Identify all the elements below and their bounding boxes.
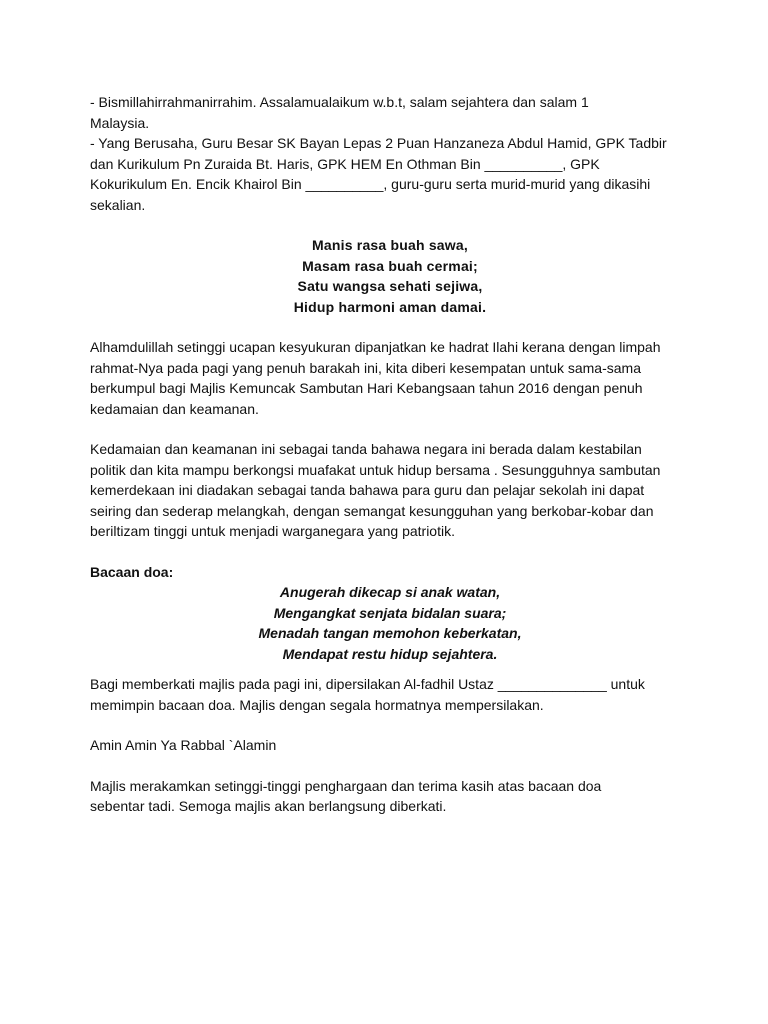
paragraph-kedamaian: Kedamaian dan keamanan ini sebagai tanda bahawa negara ini berada dalam kestabilan politik dan kita mampu berkongsi muafakat untuk hidup bersama . Sesungguhnya sambutan kemerdekaan ini diadakan sebagai tanda bahawa para guru dan pelajar sekolah ini dapat seiring dan sederap melangkah, dengan semangat kesungguhan yang berkobar-kobar dan beriltizam tinggi untuk menjadi warganegara yang patriotik. [90,441,661,539]
paragraph-jemputan-doa: Bagi memberkati majlis pada pagi ini, dipersilakan Al-fadhil Ustaz ______________ untuk memimpin bacaan doa. Majlis dengan segala hormatnya mempersilakan. [90,676,645,713]
pantun-line: Masam rasa buah cermai; [302,257,478,274]
doa-pantun-line: Anugerah dikecap si anak watan, [279,584,501,600]
paragraph-kesyukuran: Alhamdulillah setinggi ucapan kesyukuran dipanjatkan ke hadrat Ilahi kerana dengan limpah rahmat-Nya pada pagi yang penuh barakah ini, kita diberi kesempatan untuk sama-sama berkumpul bagi Majlis Kemuncak Sambutan Hari Kebangsaan tahun 2016 dengan penuh kedamaian dan keamanan. [90,339,661,417]
doa-pantun [90,582,690,664]
doa-pantun-line: Menadah tangan memohon keberkatan, [258,625,522,641]
doa-pantun-line: Mengangkat senjata bidalan suara; [273,604,507,621]
document-page [90,92,690,817]
opening-line-salam: - Bismillahirrahmanirrahim. Assalamualaikum w.b.t, salam sejahtera dan salam 1 Malaysia. [90,94,589,131]
pantun-line: Hidup harmoni aman damai. [293,298,487,315]
opening-line-greetings: - Yang Berusaha, Guru Besar SK Bayan Lepas 2 Puan Hanzaneza Abdul Hamid, GPK Tadbir dan Kurikulum Pn Zuraida Bt. Haris, GPK HEM En Othman Bin __________, GPK Kokurikulum En. Encik Khairol Bin __________, guru-guru serta murid-murid yang dikasihi sekalian. [90,135,667,213]
paragraph-penghargaan: Majlis merakamkan setinggi-tinggi penghargaan dan terima kasih atas bacaan doa sebentar tadi. Semoga majlis akan berlangsung diberkati. [90,777,602,814]
opening-pantun [90,235,690,317]
amin-line: Amin Amin Ya Rabbal `Alamin [90,737,277,753]
pantun-line: Satu wangsa sehati sejiwa, [297,278,483,294]
doa-pantun-line: Mendapat restu hidup sejahtera. [282,645,498,662]
pantun-line: Manis rasa buah sawa, [312,237,468,253]
doa-heading: Bacaan doa: [90,563,174,580]
